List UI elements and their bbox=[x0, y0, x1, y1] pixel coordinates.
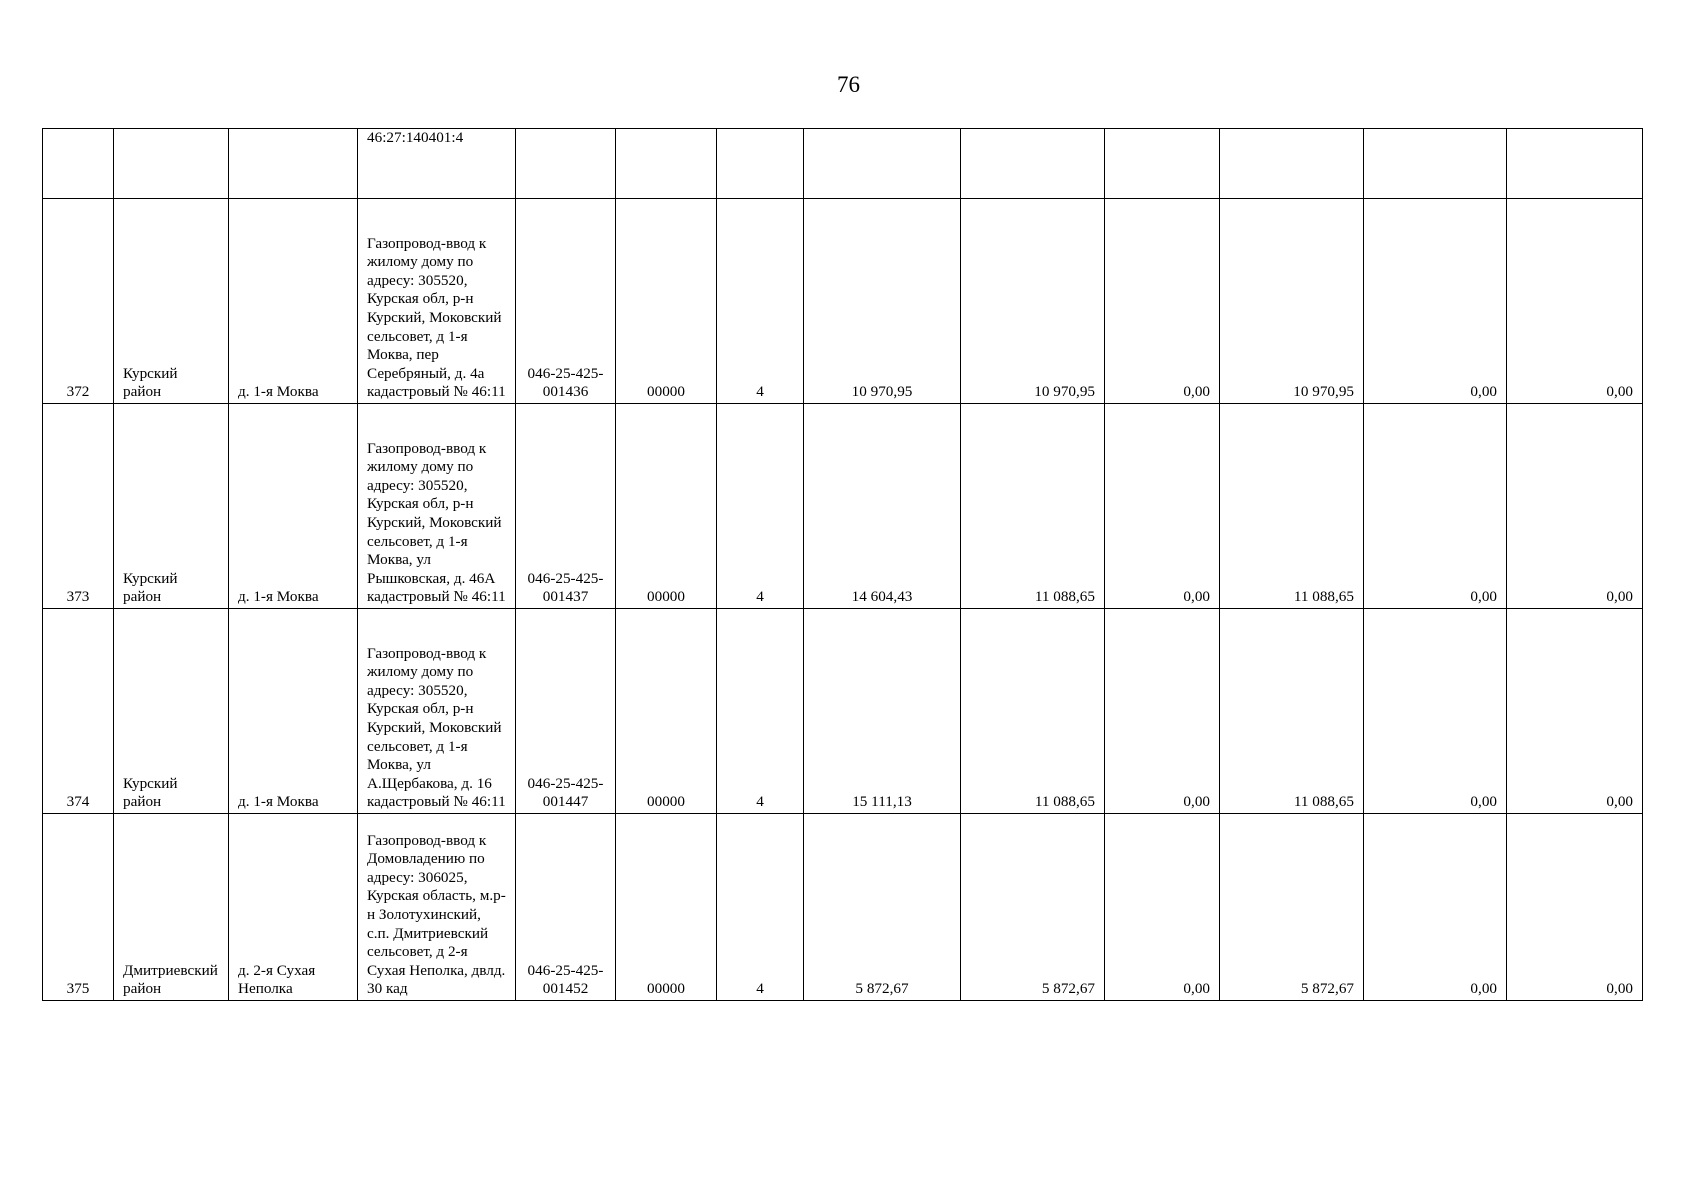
locality-cell: д. 1-я Моква bbox=[229, 609, 358, 814]
value-cell-4: 10 970,95 bbox=[1220, 199, 1364, 404]
value-cell-2: 11 088,65 bbox=[961, 609, 1105, 814]
value-cell-5: 0,00 bbox=[1364, 814, 1507, 1001]
description-cell: Газопровод-ввод к Домовладению по адресу: 306025, Курская область, м.р-н Золотухинский, с.п. Дмитриевский сельсовет, д 2-я Сухая Неполка, двлд. 30 кад bbox=[358, 814, 516, 1001]
locality-cell: д. 1-я Моква bbox=[229, 199, 358, 404]
value-cell-1: 10 970,95 bbox=[804, 199, 961, 404]
code-cell: 046-25-425-001437 bbox=[516, 404, 616, 609]
code2-cell: 00000 bbox=[616, 199, 717, 404]
value-cell-3: 0,00 bbox=[1105, 199, 1220, 404]
value-cell-3: 0,00 bbox=[1105, 404, 1220, 609]
group-cell: 4 bbox=[717, 609, 804, 814]
code2-cell: 00000 bbox=[616, 814, 717, 1001]
value-cell-2: 5 872,67 bbox=[961, 814, 1105, 1001]
row-number: 372 bbox=[43, 199, 114, 404]
table-row bbox=[43, 814, 1643, 1001]
code-cell: 046-25-425-001452 bbox=[516, 814, 616, 1001]
district-cell: Курский район bbox=[114, 404, 229, 609]
row-number: 373 bbox=[43, 404, 114, 609]
value-cell-3: 0,00 bbox=[1105, 609, 1220, 814]
asset-table bbox=[42, 128, 1643, 1001]
value-cell-3: 0,00 bbox=[1105, 814, 1220, 1001]
value-cell-1: 5 872,67 bbox=[804, 814, 961, 1001]
value-cell-5: 0,00 bbox=[1364, 609, 1507, 814]
page-number: 76 bbox=[837, 72, 860, 97]
district-cell: Курский район bbox=[114, 609, 229, 814]
group-cell: 4 bbox=[717, 404, 804, 609]
table-row-continuation bbox=[43, 129, 1643, 199]
description-cell: Газопровод-ввод к жилому дому по адресу: 305520, Курская обл, р-н Курский, Моковский сельсовет, д 1-я Моква, пер Серебряный, д. 4а кадастровый № 46:11 bbox=[358, 199, 516, 404]
description-cell: Газопровод-ввод к жилому дому по адресу: 305520, Курская обл, р-н Курский, Моковский сельсовет, д 1-я Моква, ул Рышковская, д. 46А кадастровый № 46:11 bbox=[358, 404, 516, 609]
table-row bbox=[43, 609, 1643, 814]
value-cell-1: 14 604,43 bbox=[804, 404, 961, 609]
district-cell: Дмитриевский район bbox=[114, 814, 229, 1001]
row-number: 374 bbox=[43, 609, 114, 814]
locality-cell: д. 1-я Моква bbox=[229, 404, 358, 609]
code2-cell: 00000 bbox=[616, 609, 717, 814]
value-cell-2: 10 970,95 bbox=[961, 199, 1105, 404]
value-cell-4: 11 088,65 bbox=[1220, 609, 1364, 814]
code-cell: 046-25-425-001436 bbox=[516, 199, 616, 404]
district-cell: Курский район bbox=[114, 199, 229, 404]
value-cell-6: 0,00 bbox=[1507, 814, 1643, 1001]
table-row bbox=[43, 404, 1643, 609]
value-cell-4: 11 088,65 bbox=[1220, 404, 1364, 609]
locality-cell: д. 2-я Сухая Неполка bbox=[229, 814, 358, 1001]
code-cell: 046-25-425-001447 bbox=[516, 609, 616, 814]
group-cell: 4 bbox=[717, 199, 804, 404]
code2-cell: 00000 bbox=[616, 404, 717, 609]
table-row bbox=[43, 199, 1643, 404]
group-cell: 4 bbox=[717, 814, 804, 1001]
value-cell-2: 11 088,65 bbox=[961, 404, 1105, 609]
description-cell: 46:27:140401:4 bbox=[358, 129, 516, 199]
value-cell-6: 0,00 bbox=[1507, 404, 1643, 609]
value-cell-5: 0,00 bbox=[1364, 199, 1507, 404]
value-cell-6: 0,00 bbox=[1507, 609, 1643, 814]
description-cell: Газопровод-ввод к жилому дому по адресу: 305520, Курская обл, р-н Курский, Моковский сельсовет, д 1-я Моква, ул А.Щербакова, д. 16 кадастровый № 46:11 bbox=[358, 609, 516, 814]
value-cell-5: 0,00 bbox=[1364, 404, 1507, 609]
value-cell-1: 15 111,13 bbox=[804, 609, 961, 814]
row-number: 375 bbox=[43, 814, 114, 1001]
value-cell-4: 5 872,67 bbox=[1220, 814, 1364, 1001]
value-cell-6: 0,00 bbox=[1507, 199, 1643, 404]
